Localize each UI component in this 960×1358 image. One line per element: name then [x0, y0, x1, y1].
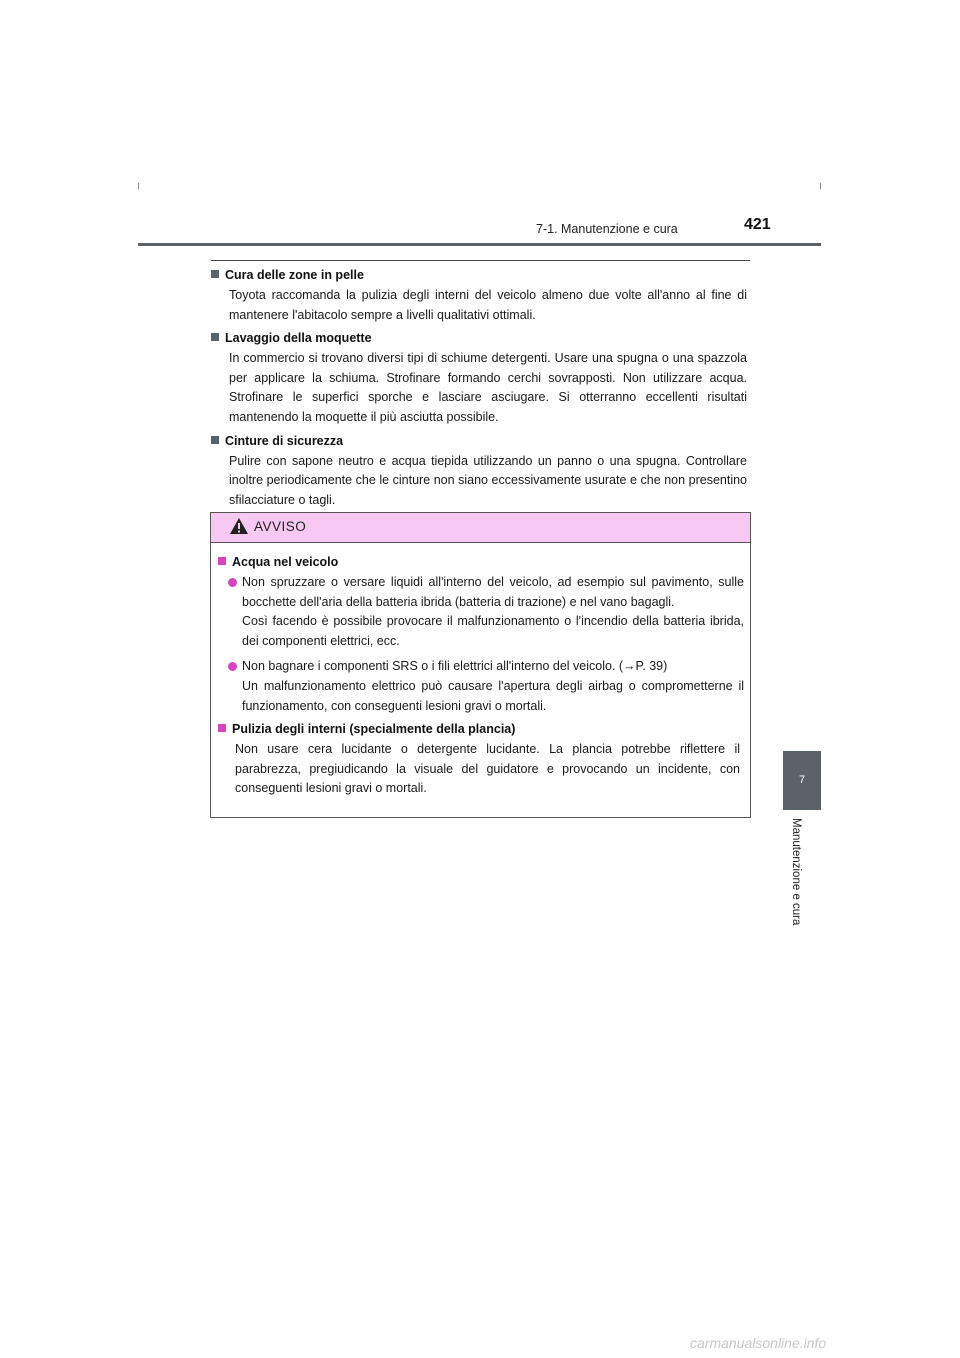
chapter-tab-label: Manutenzione e cura — [790, 818, 802, 926]
content-items — [211, 268, 747, 516]
round-bullet-icon — [228, 662, 237, 671]
bullet-text: Non spruzzare o versare liquidi all'interno del veicolo, ad esempio sul pavimento, sulle bocchette dell'aria della batteria ibrida (batteria di trazione) e nel vano bagagli. — [242, 575, 744, 609]
warning-bullet — [228, 657, 744, 716]
warning-body — [211, 543, 750, 799]
warning-section-title: Pulizia degli interni (specialmente della plancia) — [232, 722, 516, 737]
bullet-text: Non bagnare i componenti SRS o i fili elettrici all'interno del veicolo. (→P. 39) — [242, 659, 668, 674]
item-body: Toyota raccomanda la pulizia degli interni del veicolo almeno due volte all'anno al fine di mantenere l'abitacolo sempre a livelli qualitativi ottimali. — [229, 288, 747, 322]
warning-triangle-icon — [229, 517, 249, 540]
square-bullet-icon — [211, 333, 219, 341]
chapter-tab: 7 — [783, 751, 821, 810]
bullet-text: Un malfunzionamento elettrico può causare l'apertura degli airbag o comprometterne il funzionamento, con conseguenti lesioni gravi o mortali. — [242, 678, 744, 713]
item-leather — [211, 268, 747, 325]
page-number: 421 — [744, 216, 771, 233]
square-bullet-icon — [211, 270, 219, 278]
crop-mark-left — [138, 183, 139, 189]
round-bullet-icon — [228, 578, 237, 587]
item-title: Cinture di sicurezza — [225, 433, 344, 448]
warning-title: AVVISO — [254, 519, 307, 534]
item-body: Pulire con sapone neutro e acqua tiepida utilizzando un panno o una spugna. Controllare inoltre periodicamente che le cinture non siano eccessivamente usurate e che non presentino sfilacciature o tagli. — [229, 453, 747, 507]
item-seatbelts — [211, 434, 747, 511]
section-title: 7-1. Manutenzione e cura — [536, 222, 678, 236]
warning-text: Non usare cera lucidante o detergente lucidante. La plancia potrebbe riflettere il parabrezza, pregiudicando la visuale del guidatore e provocando un incidente, con conseguenti lesioni gravi o mortali. — [235, 742, 740, 796]
item-carpet — [211, 331, 747, 427]
content-rule — [211, 260, 750, 261]
crop-mark-right — [820, 183, 821, 189]
warning-box — [210, 512, 751, 818]
watermark: carmanualsonline.info — [690, 1335, 827, 1351]
square-bullet-icon — [218, 557, 226, 565]
bullet-text: Così facendo è possibile provocare il malfunzionamento o l'incendio della batteria ibrida, dei componenti elettrici, ecc. — [242, 614, 744, 648]
warning-section-title: Acqua nel veicolo — [232, 555, 339, 569]
header-rule — [138, 243, 821, 246]
item-title: Lavaggio della moquette — [225, 331, 372, 346]
square-bullet-icon — [211, 436, 219, 444]
item-title: Cura delle zone in pelle — [225, 268, 364, 282]
warning-bullet — [228, 573, 744, 651]
warning-header — [211, 513, 750, 543]
item-body: In commercio si trovano diversi tipi di schiume detergenti. Usare una spugna o una spazzola per applicare la schiuma. Strofinare formando cerchi sovrapposti. Non utilizzare acqua. Strofinare le superfici sporche e lasciare asciugare. Si otterranno eccellenti risultati mantenendo la moquette il più asciutta possibile. — [229, 351, 747, 424]
square-bullet-icon — [218, 724, 226, 732]
